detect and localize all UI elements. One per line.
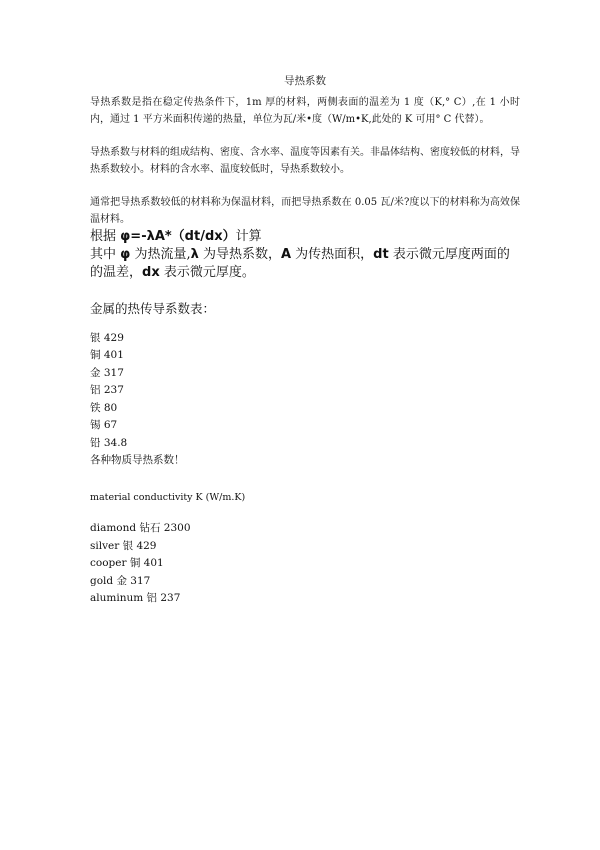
symbol-a: A: [280, 247, 292, 262]
explanation-text: 为导热系数，: [198, 247, 281, 262]
document-title: 导热系数: [284, 75, 326, 87]
formula-suffix: 计算: [235, 229, 262, 244]
formula-explanation: [90, 246, 520, 282]
factors-paragraph: 导热系数与材料的组成结构、密度、含水率、温度等因素有关。非晶体结构、密度较低的材料，导热系数较小。材料的含水率、温度较低时，导热系数较小。: [90, 147, 520, 175]
explanation-text: 其中: [90, 247, 121, 262]
formula-expression: φ=-λA*（dt/dx）: [120, 229, 236, 244]
symbol-phi: φ: [120, 247, 131, 262]
list-item: silver 银 429: [90, 539, 157, 552]
materials-list: [90, 520, 520, 608]
list-item: aluminum 铝 237: [90, 592, 181, 604]
insulation-paragraph: 通常把导热系数较低的材料称为保温材料，而把导热系数在 0.05 瓦/米?度以下的材料称为高效保温材料。: [90, 197, 520, 225]
table-header: material conductivity K (W/m.K): [90, 492, 246, 503]
formula-line: [90, 228, 520, 246]
substances-note: 各种物质导热系数！: [90, 454, 185, 466]
list-item: cooper 铜 401: [90, 557, 164, 569]
list-item: 铁 80: [90, 401, 118, 414]
explanation-text: 表示微元厚度两面的的温差，: [90, 247, 510, 280]
symbol-lambda: λ: [190, 247, 199, 262]
list-item: 铝 237: [90, 384, 124, 396]
document-page: [90, 74, 520, 608]
list-item: 铜 401: [90, 349, 124, 361]
symbol-dx: dx: [142, 265, 160, 280]
list-item: diamond 钻石 2300: [90, 522, 191, 534]
explanation-text: 表示微元厚度。: [159, 265, 255, 280]
formula-prefix: 根据: [90, 229, 121, 244]
explanation-text: 为传热面积，: [291, 247, 374, 262]
list-item: 银 429: [90, 331, 124, 344]
list-item: 金 317: [90, 366, 124, 379]
list-item: gold 金 317: [90, 574, 151, 587]
explanation-text: 为热流量,: [130, 247, 191, 262]
metals-list: [90, 330, 520, 453]
list-item: 锡 67: [90, 419, 118, 431]
definition-paragraph: 导热系数是指在稳定传热条件下，1m 厚的材料，两侧表面的温差为 1 度（K,° C）,在 1 小时内，通过 1 平方米面积传递的热量，单位为瓦/米•度（W/m•K,此处的 K 可用° C 代替）。: [90, 97, 520, 125]
list-item: 铅 34.8: [90, 436, 128, 449]
metals-list-title: 金属的热传导系数表：: [90, 301, 216, 316]
symbol-dt: dt: [373, 247, 389, 262]
